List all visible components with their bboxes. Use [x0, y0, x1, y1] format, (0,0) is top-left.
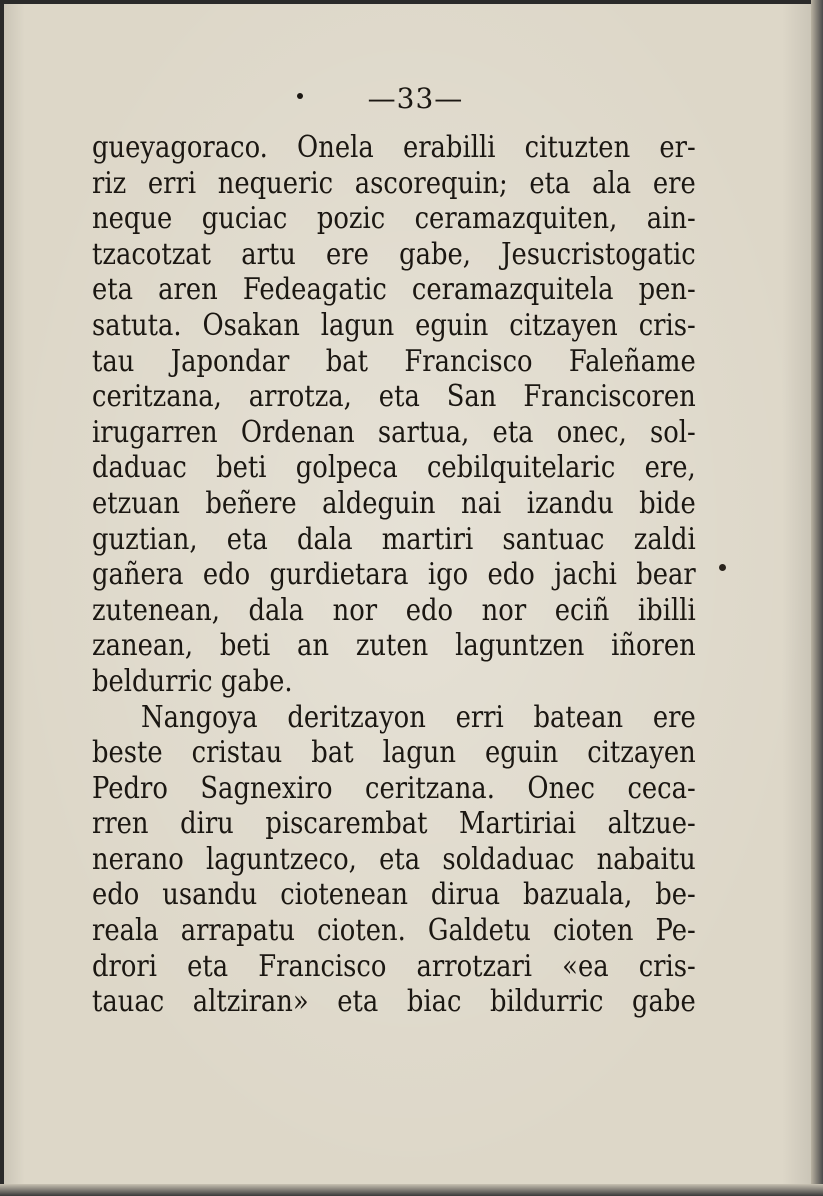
- text-line: etzuan beñere aldeguin nai izandu bide: [92, 485, 696, 521]
- text-line-paragraph-end: beldurric gabe.: [92, 663, 293, 699]
- text-line: eta aren Fedeagatic ceramazquitela pen-: [92, 272, 696, 308]
- text-line: satuta. Osakan lagun eguin citzayen cris-: [92, 307, 696, 343]
- text-line: tzacotzat artu ere gabe, Jesucristogatic: [92, 236, 696, 272]
- text-line: ceritzana, arrotza, eta San Franciscoren: [92, 379, 696, 415]
- text-line: reala arrapatu cioten. Galdetu cioten Pe-: [92, 913, 696, 949]
- text-line: riz erri nequeric ascorequin; eta ala ere: [92, 165, 696, 201]
- text-line: Pedro Sagnexiro ceritzana. Onec ceca-: [92, 770, 696, 806]
- text-line: edo usandu ciotenean dirua bazuala, be-: [92, 877, 696, 913]
- body-text: [92, 130, 696, 1020]
- text-line: neque guciac pozic ceramazquiten, ain-: [92, 201, 696, 237]
- text-line: nerano laguntzeco, eta soldaduac nabaitu: [92, 841, 696, 877]
- page-edge-bottom: [0, 1184, 823, 1196]
- text-line: beste cristau bat lagun eguin citzayen: [92, 735, 696, 771]
- page-edge-right: [811, 0, 823, 1196]
- ink-speck: [719, 564, 726, 571]
- text-line: drori eta Francisco arrotzari «ea cris-: [92, 948, 696, 984]
- text-line: irugarren Ordenan sartua, eta onec, sol-: [92, 414, 696, 450]
- page-number: —33—: [367, 82, 464, 115]
- text-line: gañera edo gurdietara igo edo jachi bear: [92, 557, 696, 593]
- text-line: guztian, eta dala martiri santuac zaldi: [92, 521, 696, 557]
- text-line: zutenean, dala nor edo nor eciñ ibilli: [92, 592, 696, 628]
- text-line: tau Japondar bat Francisco Faleñame: [92, 343, 696, 379]
- text-line: daduac beti golpeca cebilquitelaric ere,: [92, 450, 696, 486]
- text-line: zanean, beti an zuten laguntzen iñoren: [92, 628, 696, 664]
- text-line-paragraph-start: Nangoya deritzayon erri batean ere: [141, 699, 696, 735]
- text-line: gueyagoraco. Onela erabilli cituzten er-: [92, 130, 696, 165]
- text-line: rren diru piscarembat Martiriai altzue-: [92, 806, 696, 842]
- text-line: tauac altziran» eta biac bildurric gabe: [92, 984, 696, 1020]
